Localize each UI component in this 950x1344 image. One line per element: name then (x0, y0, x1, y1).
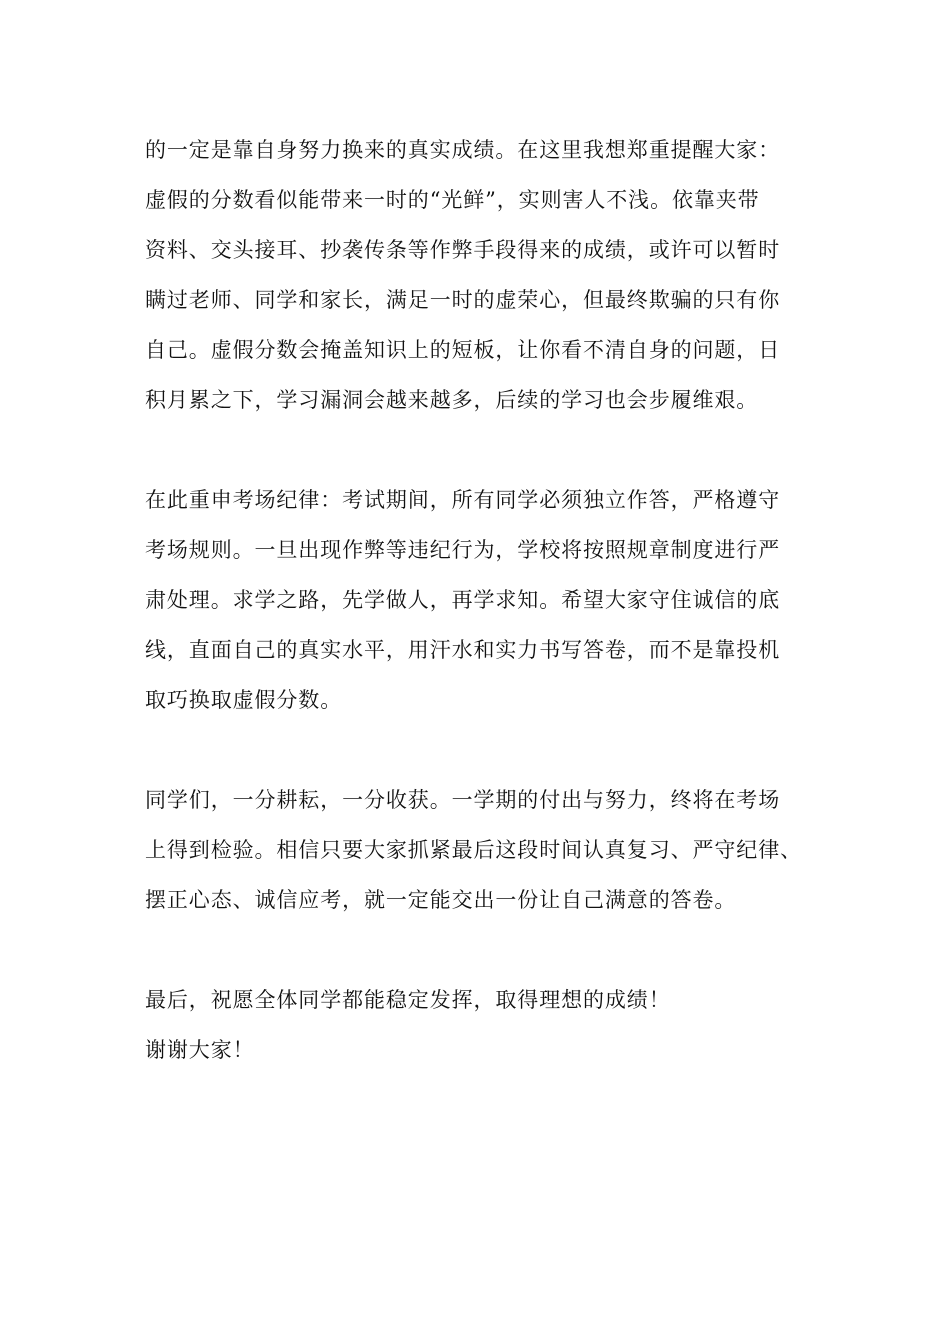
text-line: 积月累之下，学习漏洞会越来越多，后续的学习也会步履维艰。 (145, 388, 759, 412)
text-line: 同学们，一分耕耘，一分收获。一学期的付出与努力，终将在考场 (145, 788, 781, 812)
text-line: 上得到检验。相信只要大家抓紧最后这段时间认真复习、严守纪律、 (145, 838, 802, 862)
text-line: 肃处理。求学之路，先学做人，再学求知。希望大家守住诚信的底 (145, 588, 781, 612)
text-line: 线，直面自己的真实水平，用汗水和实力书写答卷，而不是靠投机 (145, 638, 781, 662)
text-line: 虚假的分数看似能带来一时的“光鲜”，实则害人不浅。依靠夹带 (145, 188, 760, 212)
text-line: 取巧换取虚假分数。 (145, 688, 343, 712)
closing-line: 谢谢大家！ (145, 1038, 255, 1062)
text-line: 瞒过老师、同学和家长，满足一时的虚荣心，但最终欺骗的只有你 (145, 288, 781, 312)
text-line: 的一定是靠自身努力换来的真实成绩。在这里我想郑重提醒大家： (145, 138, 781, 162)
text-line: 自己。虚假分数会掩盖知识上的短板，让你看不清自身的问题，日 (145, 338, 781, 362)
text-line: 摆正心态、诚信应考，就一定能交出一份让自己满意的答卷。 (145, 888, 737, 912)
text-line: 资料、交头接耳、抄袭传条等作弊手段得来的成绩，或许可以暂时 (145, 238, 781, 262)
text-line: 在此重申考场纪律：考试期间，所有同学必须独立作答，严格遵守 (145, 488, 781, 512)
text-line: 考场规则。一旦出现作弊等违纪行为，学校将按照规章制度进行严 (145, 538, 781, 562)
text-line: 最后，祝愿全体同学都能稳定发挥，取得理想的成绩！ (145, 988, 671, 1012)
